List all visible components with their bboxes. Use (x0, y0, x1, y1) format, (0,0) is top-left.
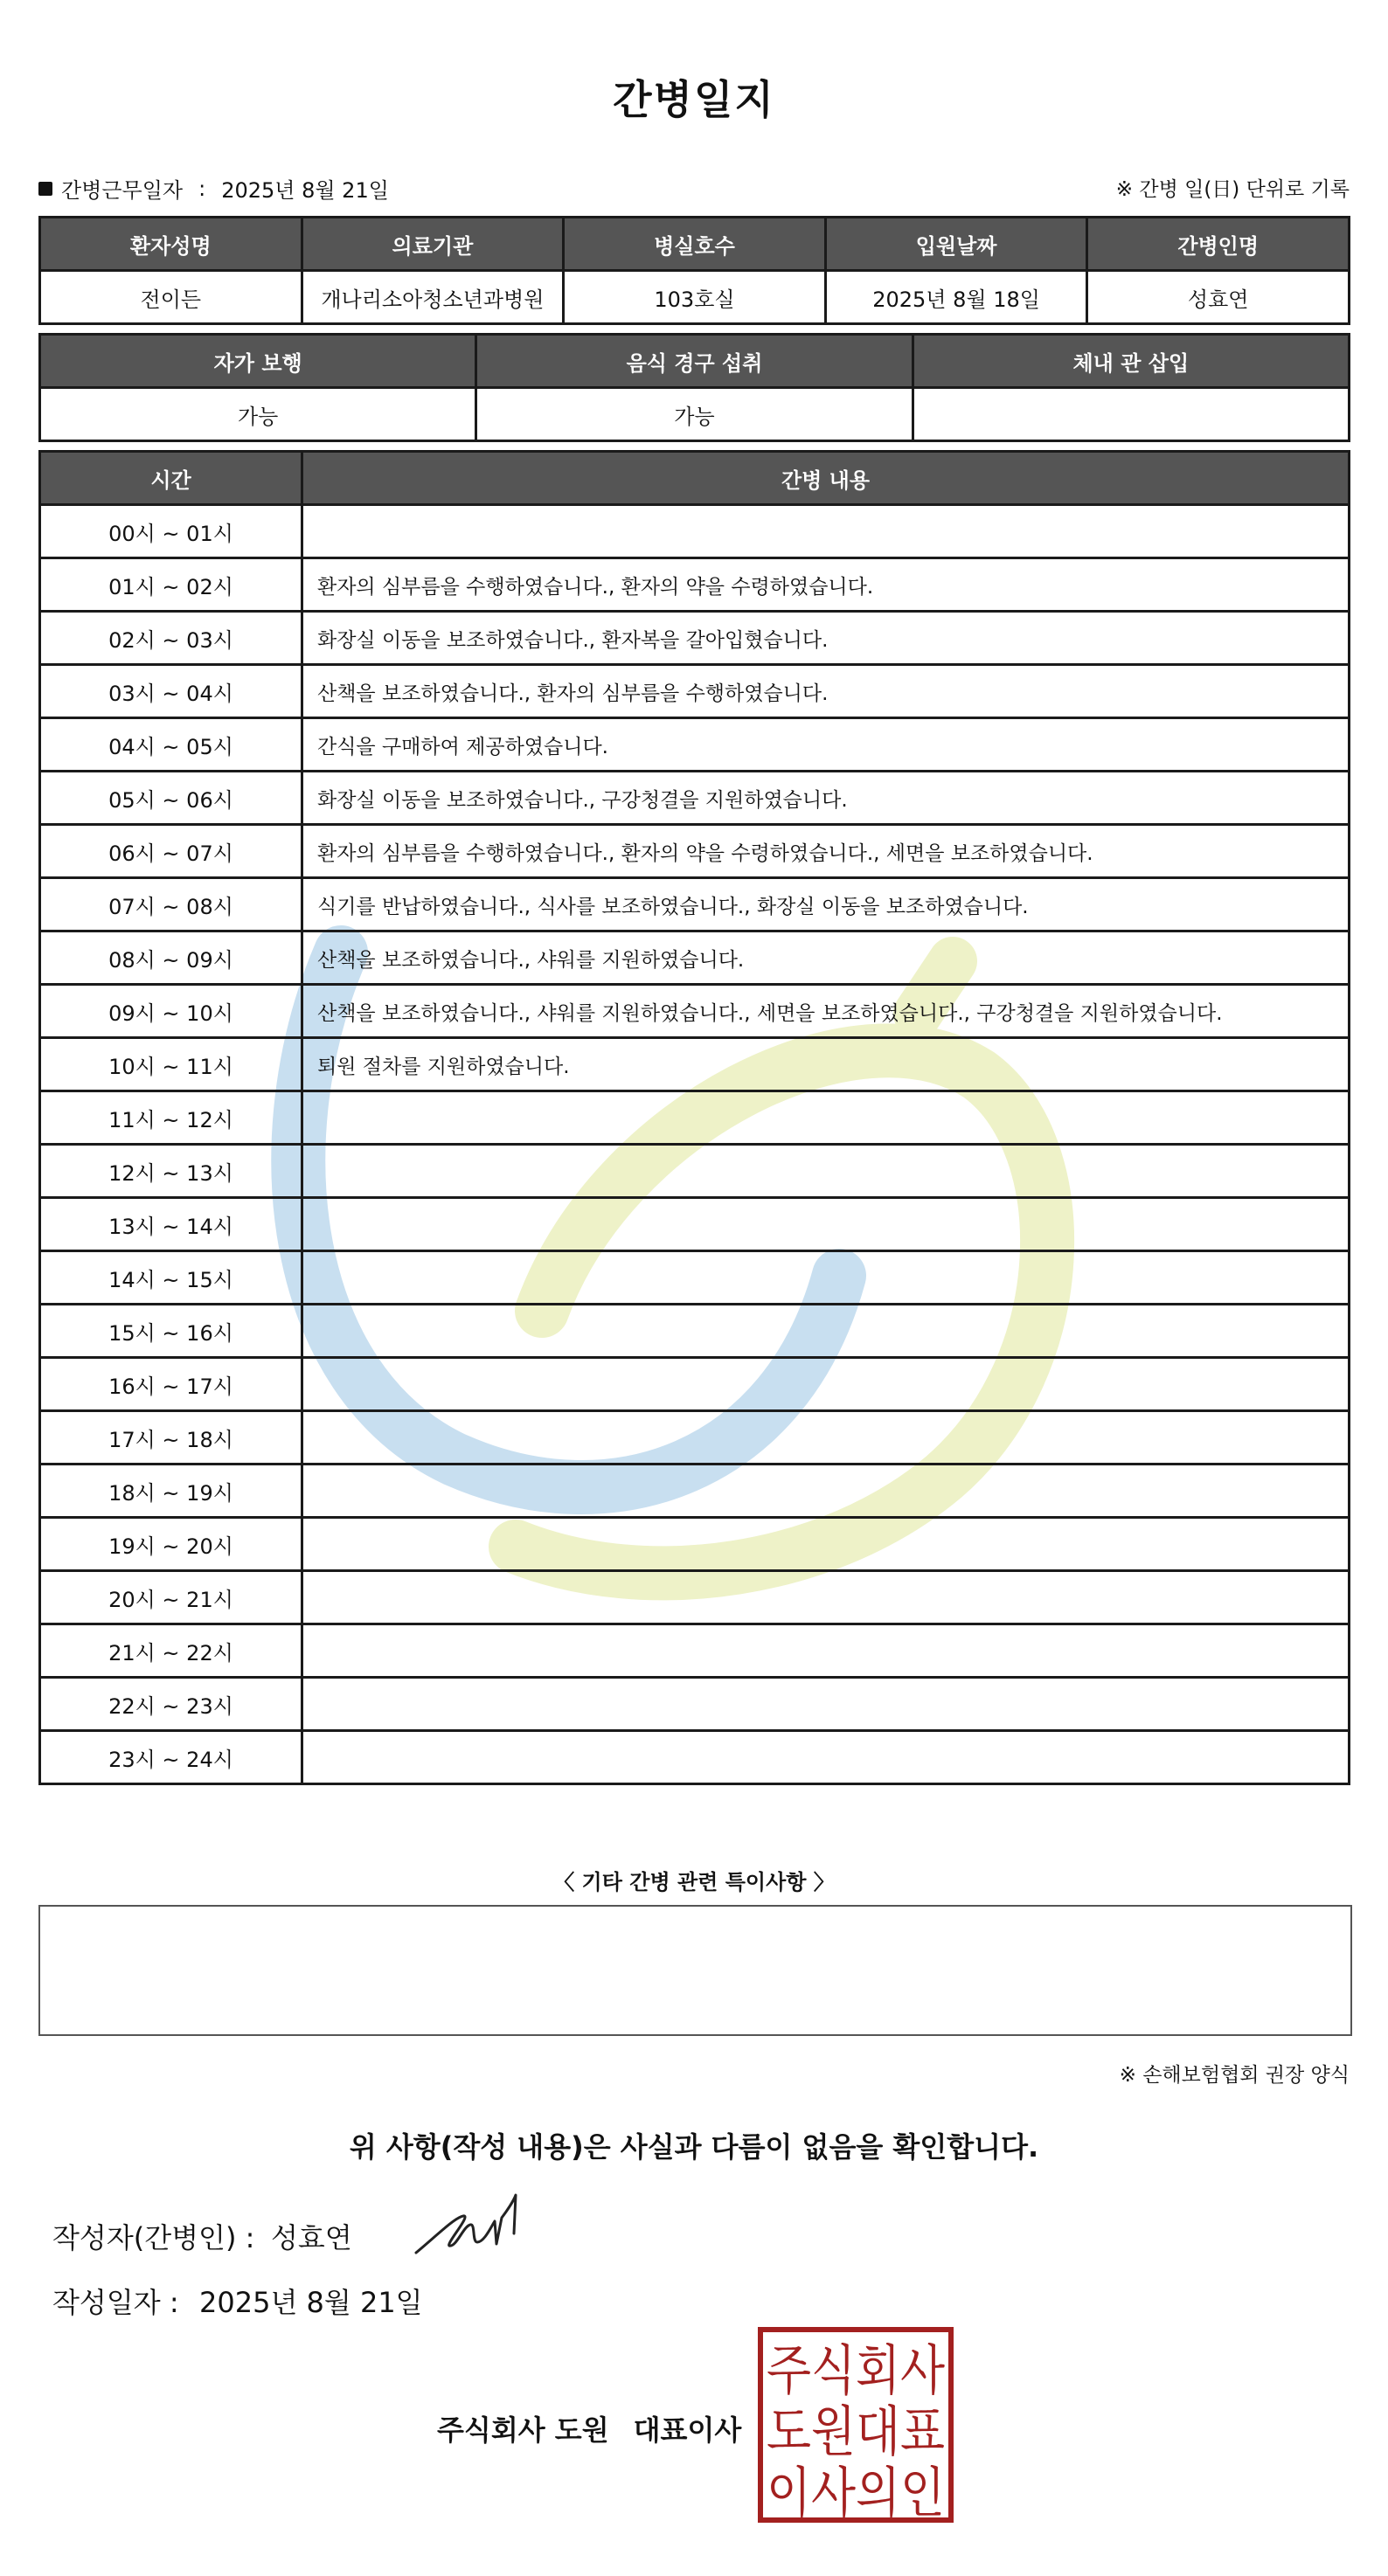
header-admission-date: 입원날짜 (825, 218, 1087, 271)
svg-text:주식회사: 주식회사 (767, 2338, 946, 2402)
log-content: 화장실 이동을 보조하였습니다., 구강청결을 지원하였습니다. (302, 772, 1350, 825)
log-content (302, 1305, 1350, 1358)
header-tube-insertion: 체내 관 삽입 (913, 335, 1349, 388)
company-name: 주식회사 도원 (437, 2413, 609, 2447)
log-time: 23시 ~ 24시 (40, 1731, 302, 1784)
svg-text:도원대표: 도원대표 (767, 2399, 945, 2463)
written-date-row (52, 2281, 423, 2321)
log-content (302, 505, 1350, 558)
notes-title: 〈 기타 간병 관련 특이사항 〉 (553, 1870, 835, 1894)
tube-insertion-value (913, 388, 1349, 441)
patient-status-table (38, 333, 1350, 442)
footnote: ※ 손해보험협회 권장 양식 (1119, 2064, 1350, 2087)
table-row (40, 931, 1350, 985)
table-row (40, 1465, 1350, 1518)
table-row (40, 718, 1350, 772)
table-row (40, 1038, 1350, 1091)
header-walking: 자가 보행 (40, 335, 476, 388)
log-content (302, 1091, 1350, 1145)
duty-date-label: 간병근무일자 (61, 178, 184, 203)
table-row (40, 612, 1350, 665)
log-time: 16시 ~ 17시 (40, 1358, 302, 1411)
writer-label: 작성자(간병인) : (52, 2221, 255, 2254)
log-content: 간식을 구매하여 제공하였습니다. (302, 718, 1350, 772)
duty-date-separator: : (198, 176, 206, 201)
log-time: 15시 ~ 16시 (40, 1305, 302, 1358)
company-rep-title: 대표이사 (633, 2413, 742, 2447)
log-time: 06시 ~ 07시 (40, 825, 302, 878)
log-content (302, 1198, 1350, 1251)
log-time: 22시 ~ 23시 (40, 1678, 302, 1731)
bullet-square-icon (38, 182, 52, 196)
patient-name: 전이든 (40, 271, 302, 324)
header-hospital: 의료기관 (302, 218, 564, 271)
table-row (40, 1305, 1350, 1358)
confirmation-statement: 위 사항(작성 내용)은 사실과 다름이 없음을 확인합니다. (349, 2130, 1039, 2164)
log-content: 산책을 보조하였습니다., 환자의 심부름을 수행하였습니다. (302, 665, 1350, 718)
room-number: 103호실 (564, 271, 826, 324)
log-time: 01시 ~ 02시 (40, 558, 302, 612)
log-content (302, 1518, 1350, 1571)
log-time: 21시 ~ 22시 (40, 1624, 302, 1678)
log-time: 09시 ~ 10시 (40, 985, 302, 1038)
log-content (302, 1624, 1350, 1678)
table-row (40, 1411, 1350, 1465)
table-row (40, 772, 1350, 825)
duty-date-value: 2025년 8월 21일 (221, 178, 389, 203)
table-row (40, 505, 1350, 558)
log-time: 13시 ~ 14시 (40, 1198, 302, 1251)
signature-icon (411, 2192, 542, 2261)
writer-name: 성효연 (271, 2221, 352, 2254)
table-row (40, 1198, 1350, 1251)
table-row (40, 1358, 1350, 1411)
hospital-name: 개나리소아청소년과병원 (302, 271, 564, 324)
log-content (302, 1571, 1350, 1624)
patient-info-table (38, 216, 1350, 325)
log-content (302, 1465, 1350, 1518)
table-row (40, 825, 1350, 878)
table-row (40, 1731, 1350, 1784)
company-signoff (437, 2408, 741, 2448)
header-room: 병실호수 (564, 218, 826, 271)
header-care-content: 간병 내용 (302, 452, 1350, 505)
walking-value: 가능 (40, 388, 476, 441)
duty-date (38, 173, 389, 204)
log-time: 17시 ~ 18시 (40, 1411, 302, 1465)
oral-intake-value: 가능 (476, 388, 913, 441)
header-oral-intake: 음식 경구 섭취 (476, 335, 913, 388)
table-row (40, 1678, 1350, 1731)
care-log-table (38, 450, 1350, 1785)
log-time: 03시 ~ 04시 (40, 665, 302, 718)
table-row (40, 878, 1350, 931)
svg-text:이사의인: 이사의인 (767, 2461, 945, 2524)
unit-note: ※ 간병 일(日) 단위로 기록 (1115, 178, 1350, 201)
log-content: 산책을 보조하였습니다., 샤워를 지원하였습니다. (302, 931, 1350, 985)
log-time: 00시 ~ 01시 (40, 505, 302, 558)
log-time: 18시 ~ 19시 (40, 1465, 302, 1518)
log-time: 05시 ~ 06시 (40, 772, 302, 825)
log-time: 11시 ~ 12시 (40, 1091, 302, 1145)
log-content (302, 1411, 1350, 1465)
header-patient-name: 환자성명 (40, 218, 302, 271)
table-row (40, 1091, 1350, 1145)
log-time: 19시 ~ 20시 (40, 1518, 302, 1571)
table-row (40, 1624, 1350, 1678)
log-content (302, 1145, 1350, 1198)
written-date-value: 2025년 8월 21일 (199, 2286, 423, 2319)
log-time: 12시 ~ 13시 (40, 1145, 302, 1198)
table-row (40, 665, 1350, 718)
company-seal-icon (757, 2326, 954, 2524)
table-row (40, 1251, 1350, 1305)
header-caregiver-name: 간병인명 (1087, 218, 1350, 271)
writer-row (52, 2216, 352, 2256)
table-row (40, 558, 1350, 612)
table-row (40, 985, 1350, 1038)
log-time: 14시 ~ 15시 (40, 1251, 302, 1305)
page-title: 간병일지 (613, 76, 775, 123)
header-time: 시간 (40, 452, 302, 505)
admission-date: 2025년 8월 18일 (825, 271, 1087, 324)
log-content: 산책을 보조하였습니다., 샤워를 지원하였습니다., 세면을 보조하였습니다., 구강청결을 지원하였습니다. (302, 985, 1350, 1038)
log-content (302, 1251, 1350, 1305)
log-time: 04시 ~ 05시 (40, 718, 302, 772)
notes-box (38, 1905, 1352, 2036)
log-time: 08시 ~ 09시 (40, 931, 302, 985)
log-content (302, 1678, 1350, 1731)
log-content: 식기를 반납하였습니다., 식사를 보조하였습니다., 화장실 이동을 보조하였습니다. (302, 878, 1350, 931)
log-content: 화장실 이동을 보조하였습니다., 환자복을 갈아입혔습니다. (302, 612, 1350, 665)
log-content (302, 1358, 1350, 1411)
log-content (302, 1731, 1350, 1784)
written-date-label: 작성일자 : (52, 2286, 179, 2319)
log-content: 환자의 심부름을 수행하였습니다., 환자의 약을 수령하였습니다., 세면을 보조하였습니다. (302, 825, 1350, 878)
caregiver-name: 성효연 (1087, 271, 1350, 324)
log-time: 07시 ~ 08시 (40, 878, 302, 931)
log-time: 20시 ~ 21시 (40, 1571, 302, 1624)
log-time: 10시 ~ 11시 (40, 1038, 302, 1091)
table-row (40, 1518, 1350, 1571)
log-content: 퇴원 절차를 지원하였습니다. (302, 1038, 1350, 1091)
table-row (40, 1145, 1350, 1198)
table-row (40, 1571, 1350, 1624)
log-content: 환자의 심부름을 수행하였습니다., 환자의 약을 수령하였습니다. (302, 558, 1350, 612)
log-time: 02시 ~ 03시 (40, 612, 302, 665)
